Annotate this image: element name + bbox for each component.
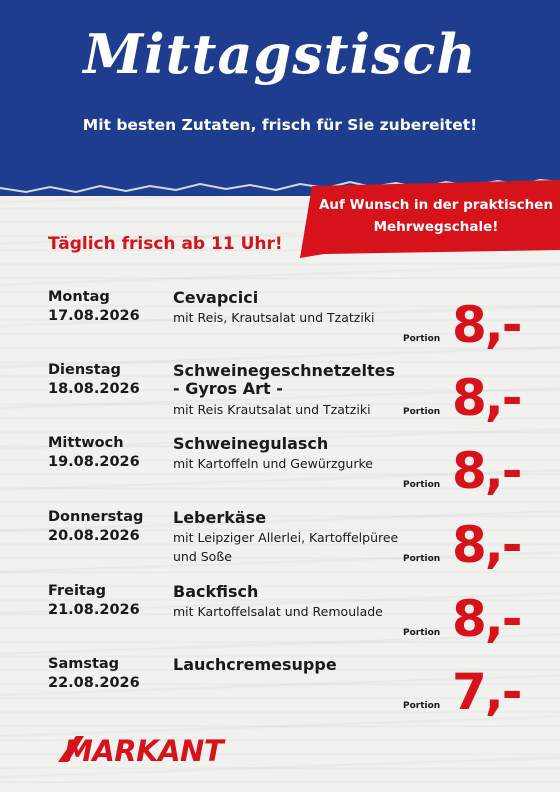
daily-note: Täglich frisch ab 11 Uhr! xyxy=(48,234,283,254)
menu-row-saturday xyxy=(0,655,560,725)
menu-day: Dienstag xyxy=(48,362,121,378)
menu-price: 8,- xyxy=(452,296,521,354)
menu-date: 19.08.2026 xyxy=(48,454,140,470)
menu-portion-label: Portion xyxy=(403,407,441,417)
menu-day: Freitag xyxy=(48,583,107,599)
menu-portion-label: Portion xyxy=(403,701,441,711)
menu-dish: Cevapcici xyxy=(173,288,259,307)
menu-portion-label: Portion xyxy=(403,334,441,344)
menu-dish: Leberkäse xyxy=(173,508,267,527)
menu-portion-label: Portion xyxy=(403,554,441,564)
menu-date: 20.08.2026 xyxy=(48,528,140,544)
menu-dish: Schweinegulasch xyxy=(173,434,329,453)
menu-description-line-2: und Soße xyxy=(173,549,232,564)
menu-day: Samstag xyxy=(48,656,120,672)
menu-row-tuesday xyxy=(0,361,560,431)
menu-price: 8,- xyxy=(452,369,521,427)
menu-date: 22.08.2026 xyxy=(48,675,140,691)
markant-logo xyxy=(56,732,236,768)
menu-row-wednesday xyxy=(0,434,560,504)
menu-row-thursday xyxy=(0,508,560,578)
page-title: Mittagstisch xyxy=(83,22,477,86)
menu-day: Montag xyxy=(48,289,110,305)
menu-portion-label: Portion xyxy=(403,628,441,638)
logo-wordmark: MARKANT xyxy=(64,734,224,768)
banner-line-2: Mehrwegschale! xyxy=(373,219,499,235)
reusable-container-banner xyxy=(300,180,560,258)
menu-price: 8,- xyxy=(452,590,521,648)
menu-dish: Backfisch xyxy=(173,582,259,601)
menu-description: mit Kartoffeln und Gewürzgurke xyxy=(173,456,373,471)
menu-price: 8,- xyxy=(452,442,521,500)
menu-date: 18.08.2026 xyxy=(48,381,140,397)
menu-row-friday xyxy=(0,582,560,652)
menu-dish: Schweinegeschnetzeltes xyxy=(173,361,396,380)
menu-portion-label: Portion xyxy=(403,480,441,490)
menu-description: mit Kartoffelsalat und Remoulade xyxy=(173,604,383,619)
menu-description: mit Reis Krautsalat und Tzatziki xyxy=(173,402,371,417)
page-subtitle: Mit besten Zutaten, frisch für Sie zubereitet! xyxy=(82,116,478,134)
header-band xyxy=(0,0,560,196)
menu-description: mit Reis, Krautsalat und Tzatziki xyxy=(173,310,375,325)
menu-date: 21.08.2026 xyxy=(48,602,140,618)
banner-line-1: Auf Wunsch in der praktischen xyxy=(318,197,554,213)
menu-dish: Lauchcremesuppe xyxy=(173,655,337,674)
menu-date: 17.08.2026 xyxy=(48,308,140,324)
menu-day: Donnerstag xyxy=(48,509,144,525)
menu-dish-subtitle: - Gyros Art - xyxy=(173,379,283,398)
menu-price: 8,- xyxy=(452,516,521,574)
menu-day: Mittwoch xyxy=(48,435,124,451)
menu-row-monday xyxy=(0,288,560,358)
menu-description: mit Leipziger Allerlei, Kartoffelpüree xyxy=(173,530,399,545)
menu-price: 7,- xyxy=(452,663,521,721)
